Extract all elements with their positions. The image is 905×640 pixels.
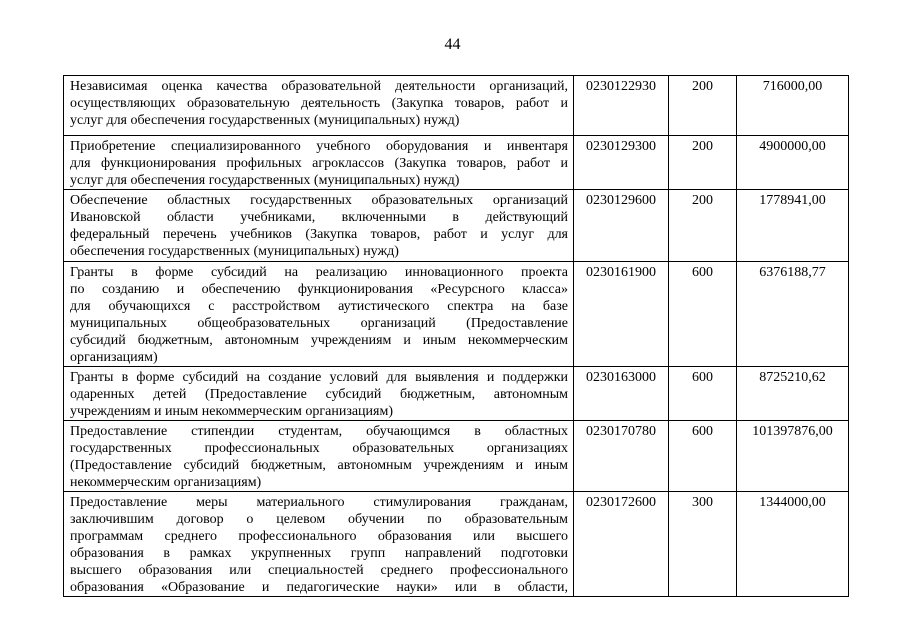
description-line: услуг для обеспечения государственных (муниципальных) нужд) — [70, 113, 460, 128]
description-cell — [64, 367, 574, 421]
description-line: муниципальных общеобразовательных организаций (Предоставление — [70, 316, 568, 331]
expense-type-code-cell: 300 — [669, 492, 737, 597]
expense-type-code-cell: 600 — [669, 367, 737, 421]
description-line: образования «Образование и педагогические науки» или в области, — [70, 580, 568, 595]
page-number: 44 — [444, 36, 461, 53]
amount-cell: 6376188,77 — [737, 262, 849, 367]
table-row — [64, 262, 849, 367]
description-line: заключившим договор о целевом обучении по образовательным — [70, 512, 568, 527]
expense-type-code-cell: 600 — [669, 421, 737, 492]
description-line: Обеспечение областных государственных образовательных организаций — [70, 193, 568, 208]
description-line: обеспечения государственных (муниципальных) нужд) — [70, 244, 399, 259]
description-line: программам среднего профессионального образования или высшего — [70, 529, 568, 544]
target-article-code-cell: 0230163000 — [574, 367, 669, 421]
target-article-code-cell: 0230129600 — [574, 190, 669, 262]
table-row — [64, 136, 849, 190]
description-cell — [64, 421, 574, 492]
amount-cell: 4900000,00 — [737, 136, 849, 190]
description-line: организациям) — [70, 350, 158, 365]
budget-table — [63, 75, 849, 597]
description-line: Приобретение специализированного учебного оборудования и инвентаря — [70, 139, 568, 154]
description-line: образования в рамках укрупненных групп направлений подготовки — [70, 546, 568, 561]
description-line: одаренных детей (Предоставление субсидий бюджетным, автономным — [70, 387, 568, 402]
description-cell — [64, 262, 574, 367]
table-row — [64, 190, 849, 262]
amount-cell: 1344000,00 — [737, 492, 849, 597]
table-row — [64, 421, 849, 492]
description-line: высшего образования или специальностей среднего профессионального — [70, 563, 568, 578]
description-line: осуществляющих образовательную деятельность (Закупка товаров, работ и — [70, 96, 568, 111]
description-cell — [64, 190, 574, 262]
description-line: учреждениям и иным некоммерческим организациям) — [70, 404, 394, 419]
target-article-code-cell: 0230129300 — [574, 136, 669, 190]
target-article-code-cell: 0230161900 — [574, 262, 669, 367]
description-line: Гранты в форме субсидий на создание условий для выявления и поддержки — [70, 370, 568, 385]
description-line: по созданию и обеспечению функционирования «Ресурсного класса» — [70, 282, 568, 297]
target-article-code-cell: 0230172600 — [574, 492, 669, 597]
amount-cell: 101397876,00 — [737, 421, 849, 492]
description-line: Предоставление меры материального стимулирования гражданам, — [70, 495, 568, 510]
description-line: государственных профессиональных образовательных организациях — [70, 441, 568, 456]
description-line: некоммерческим организациям) — [70, 475, 262, 490]
description-line: Независимая оценка качества образовательной деятельности организаций, — [70, 79, 568, 94]
description-line: (Предоставление субсидий бюджетным, автономным учреждениям и иным — [70, 458, 568, 473]
description-line: субсидий бюджетным, автономным учреждениям и иным некоммерческим — [70, 333, 568, 348]
amount-cell: 8725210,62 — [737, 367, 849, 421]
expense-type-code-cell: 600 — [669, 262, 737, 367]
table-row — [64, 367, 849, 421]
target-article-code-cell: 0230122930 — [574, 76, 669, 136]
description-line: Ивановской области учебниками, включенными в действующий — [70, 210, 568, 225]
table-row — [64, 492, 849, 597]
expense-type-code-cell: 200 — [669, 76, 737, 136]
amount-cell: 716000,00 — [737, 76, 849, 136]
description-cell — [64, 136, 574, 190]
budget-table-body — [64, 76, 849, 597]
amount-cell: 1778941,00 — [737, 190, 849, 262]
description-line: для обучающихся с расстройством аутистического спектра на базе — [70, 299, 568, 314]
table-row — [64, 76, 849, 136]
expense-type-code-cell: 200 — [669, 136, 737, 190]
description-line: Предоставление стипендии студентам, обучающимся в областных — [70, 424, 568, 439]
description-line: Гранты в форме субсидий на реализацию инновационного проекта — [70, 265, 568, 280]
description-line: для функционирования профильных агроклассов (Закупка товаров, работ и — [70, 156, 568, 171]
description-cell — [64, 492, 574, 597]
description-line: федеральный перечень учебников (Закупка товаров, работ и услуг для — [70, 227, 568, 242]
description-line: услуг для обеспечения государственных (муниципальных) нужд) — [70, 173, 460, 188]
target-article-code-cell: 0230170780 — [574, 421, 669, 492]
description-cell — [64, 76, 574, 136]
expense-type-code-cell: 200 — [669, 190, 737, 262]
